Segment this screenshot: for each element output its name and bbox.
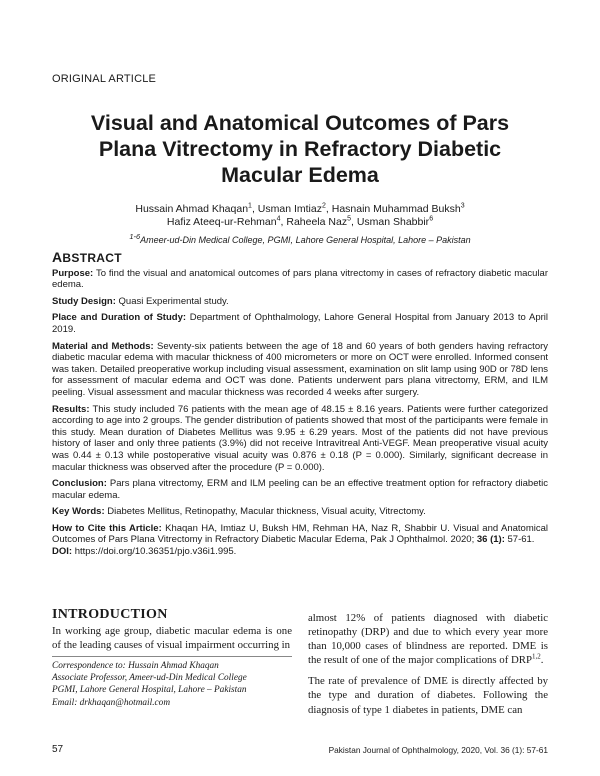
author-name: Usman Imtiaz — [257, 203, 322, 215]
intro-paragraph: The rate of prevalence of DME is directly affected by the type and duration of diabetes. Following the diagnosis of type 1 diabetes in patients, DME can — [308, 675, 548, 716]
purpose-text: To find the visual and anatomical outcomes of pars plana vitrectomy in cases of refractory diabetic macular edema. — [52, 267, 549, 291]
citation-text: Khaqan HA, Imtiaz U, Buksh HM, Rehman HA, Naz R, Shabbir U. Visual and Anatomical Outcomes of Pars Plana Vitrectomy in Refractory Diabetic Macular Edema, Pak J Ophthalmol. 2020; — [52, 522, 548, 546]
correspondence-line: Correspondence to: Hussain Ahmad Khaqan — [52, 661, 219, 671]
keywords-text: Diabetes Mellitus, Retinopathy, Macular thickness, Visual acuity, Vitrectomy. — [107, 506, 426, 518]
abstract-methods — [52, 341, 548, 399]
author-name: Hasnain Muhammad Buksh — [331, 203, 461, 215]
conclusion-text: Pars plana vitrectomy, ERM and ILM peeling can be an effective treatment option for refractory diabetic macular edema. — [52, 478, 548, 501]
journal-footer: Pakistan Journal of Ophthalmology, 2020, Vol. 36 (1): 57-61 — [328, 745, 548, 755]
author-affiliation-mark: 3 — [460, 202, 465, 210]
abstract-conclusion — [52, 478, 548, 501]
abstract-citation — [52, 523, 548, 558]
citation-pages: 57-61. — [507, 534, 535, 546]
citation-label: How to Cite this Article: — [52, 522, 162, 534]
correspondence-divider — [52, 656, 292, 657]
place-duration-text: Department of Ophthalmology, Lahore General Hospital from January 2013 to April 2019. — [52, 312, 548, 335]
keywords-label: Key Words: — [52, 506, 105, 518]
methods-text: Seventy-six patients between the age of 18 and 60 years of both genders having refractory diabetic macular edema with macular thickness of 400 micrometers or more on OCT were enrolled. Informed consent was taken. Detailed preoperative workup including visual assessment, examination on slit lamp using 90D or 78D lens for assessment of macular edema and OCT was done. Patients underwent pars plana vitrectomy, ERM, and ILM peeling. Visual assessment and macular thickness was recorded 4 weeks after surgery. — [52, 340, 549, 398]
abstract-heading-initial: A — [52, 249, 63, 265]
abstract-keywords — [52, 506, 548, 518]
author-name: Hafiz Ateeq-ur-Rehman — [166, 216, 277, 228]
article-type-label: ORIGINAL ARTICLE — [52, 73, 157, 85]
article-title — [40, 110, 560, 188]
doi-label: DOI: — [52, 546, 73, 558]
introduction-column-2 — [308, 611, 548, 724]
affiliation-text: Ameer-ud-Din Medical College, PGMI, Lahore General Hospital, Lahore – Pakistan — [140, 235, 471, 245]
abstract-section — [52, 249, 549, 558]
results-label: Results: — [52, 403, 90, 415]
page-number: 57 — [52, 744, 64, 755]
abstract-heading-rest: BSTRACT — [62, 251, 122, 265]
citation-superscript: 1,2 — [532, 652, 541, 661]
correspondence-email: Email: drkhaqan@hotmail.com — [52, 697, 171, 708]
citation-volume: 36 (1): — [476, 534, 505, 546]
author-list: Hussain Ahmad Khaqan$^1$, Usman Imtiaz$^2$, Hasnain Muhammad Buksh$^3$ Hafiz Ateeq-ur-Rehman$^4$, Raheela Naz$^5$, Usman Shabbir$^6$ — [135, 202, 465, 228]
title-line-3: Macular Edema — [221, 163, 379, 187]
affiliation — [40, 232, 560, 245]
introduction-heading: INTRODUCTION — [52, 607, 168, 622]
study-design-text: Quasi Experimental study. — [118, 295, 229, 307]
study-design-label: Study Design: — [52, 295, 116, 307]
results-text: This study included 76 patients with the mean age of 48.15 ± 8.16 years. Patients were further categorized according to age into 2 groups. The gender distribution of patients showed that most of the participants were female in this study. Mean duration of Diabetes Mellitus was 9.95 ± 6.29 years. Most of the patients did not have previous history of laser and only three patients (3.9%) did not receive Intravitreal Anti-VEGF. Mean preoperative visual acuity was 0.44 ± 0.13 while postoperative visual acuity was 0.876 ± 0.18 (P = 0.000). Similarly, significant decrease in macular thickness was observed after the procedure (P = 0.000). — [52, 403, 548, 473]
abstract-purpose — [52, 268, 548, 291]
place-duration-label: Place and Duration of Study: — [52, 312, 187, 324]
author-affiliation-mark: 4 — [276, 215, 281, 223]
methods-label: Material and Methods: — [52, 340, 154, 352]
intro-paragraph-text: almost 12% of patients diagnosed with diabetic retinopathy (DRP) and due to which every year more than 10,000 cases of blindness are reported. DME is the result of one of the major complications of DRP — [308, 612, 548, 667]
title-line-1: Visual and Anatomical Outcomes of Pars — [90, 111, 510, 135]
purpose-label: Purpose: — [52, 267, 94, 279]
abstract-heading — [52, 249, 548, 265]
author-name: Hussain Ahmad Khaqan — [135, 203, 249, 215]
intro-paragraph: almost 12% of patients diagnosed with diabetic retinopathy (DRP) and due to which every year more than 10,000 cases of blindness are reported. DME is the result of one of the major complications of DRP$^{1,2}$. — [308, 612, 548, 667]
correspondence-line: Associate Professor, Ameer-ud-Din Medical College — [52, 673, 247, 684]
author-affiliation-mark: 6 — [429, 215, 434, 223]
conclusion-label: Conclusion: — [52, 478, 107, 490]
abstract-study-design — [52, 296, 548, 308]
author-affiliation-mark: 2 — [321, 202, 326, 210]
doi-link[interactable]: https://doi.org/10.36351/pjo.v36i1.995. — [74, 546, 237, 558]
author-name: Usman Shabbir — [356, 216, 430, 228]
correspondence-line: PGMI, Lahore General Hospital, Lahore – Pakistan — [52, 685, 247, 696]
author-affiliation-mark: 5 — [347, 215, 351, 223]
abstract-place-duration — [52, 312, 548, 335]
author-affiliation-mark: 1 — [248, 202, 252, 210]
author-name: Raheela Naz — [286, 216, 348, 228]
abstract-results — [52, 404, 548, 474]
title-line-2: Plana Vitrectomy in Refractory Diabetic — [98, 137, 502, 161]
introduction-column-1: In working age group, diabetic macular edema is one of the leading causes of visual impairment occurring in — [52, 625, 292, 651]
affiliation-mark: 1-6 — [129, 232, 141, 241]
correspondence-block — [52, 660, 292, 709]
